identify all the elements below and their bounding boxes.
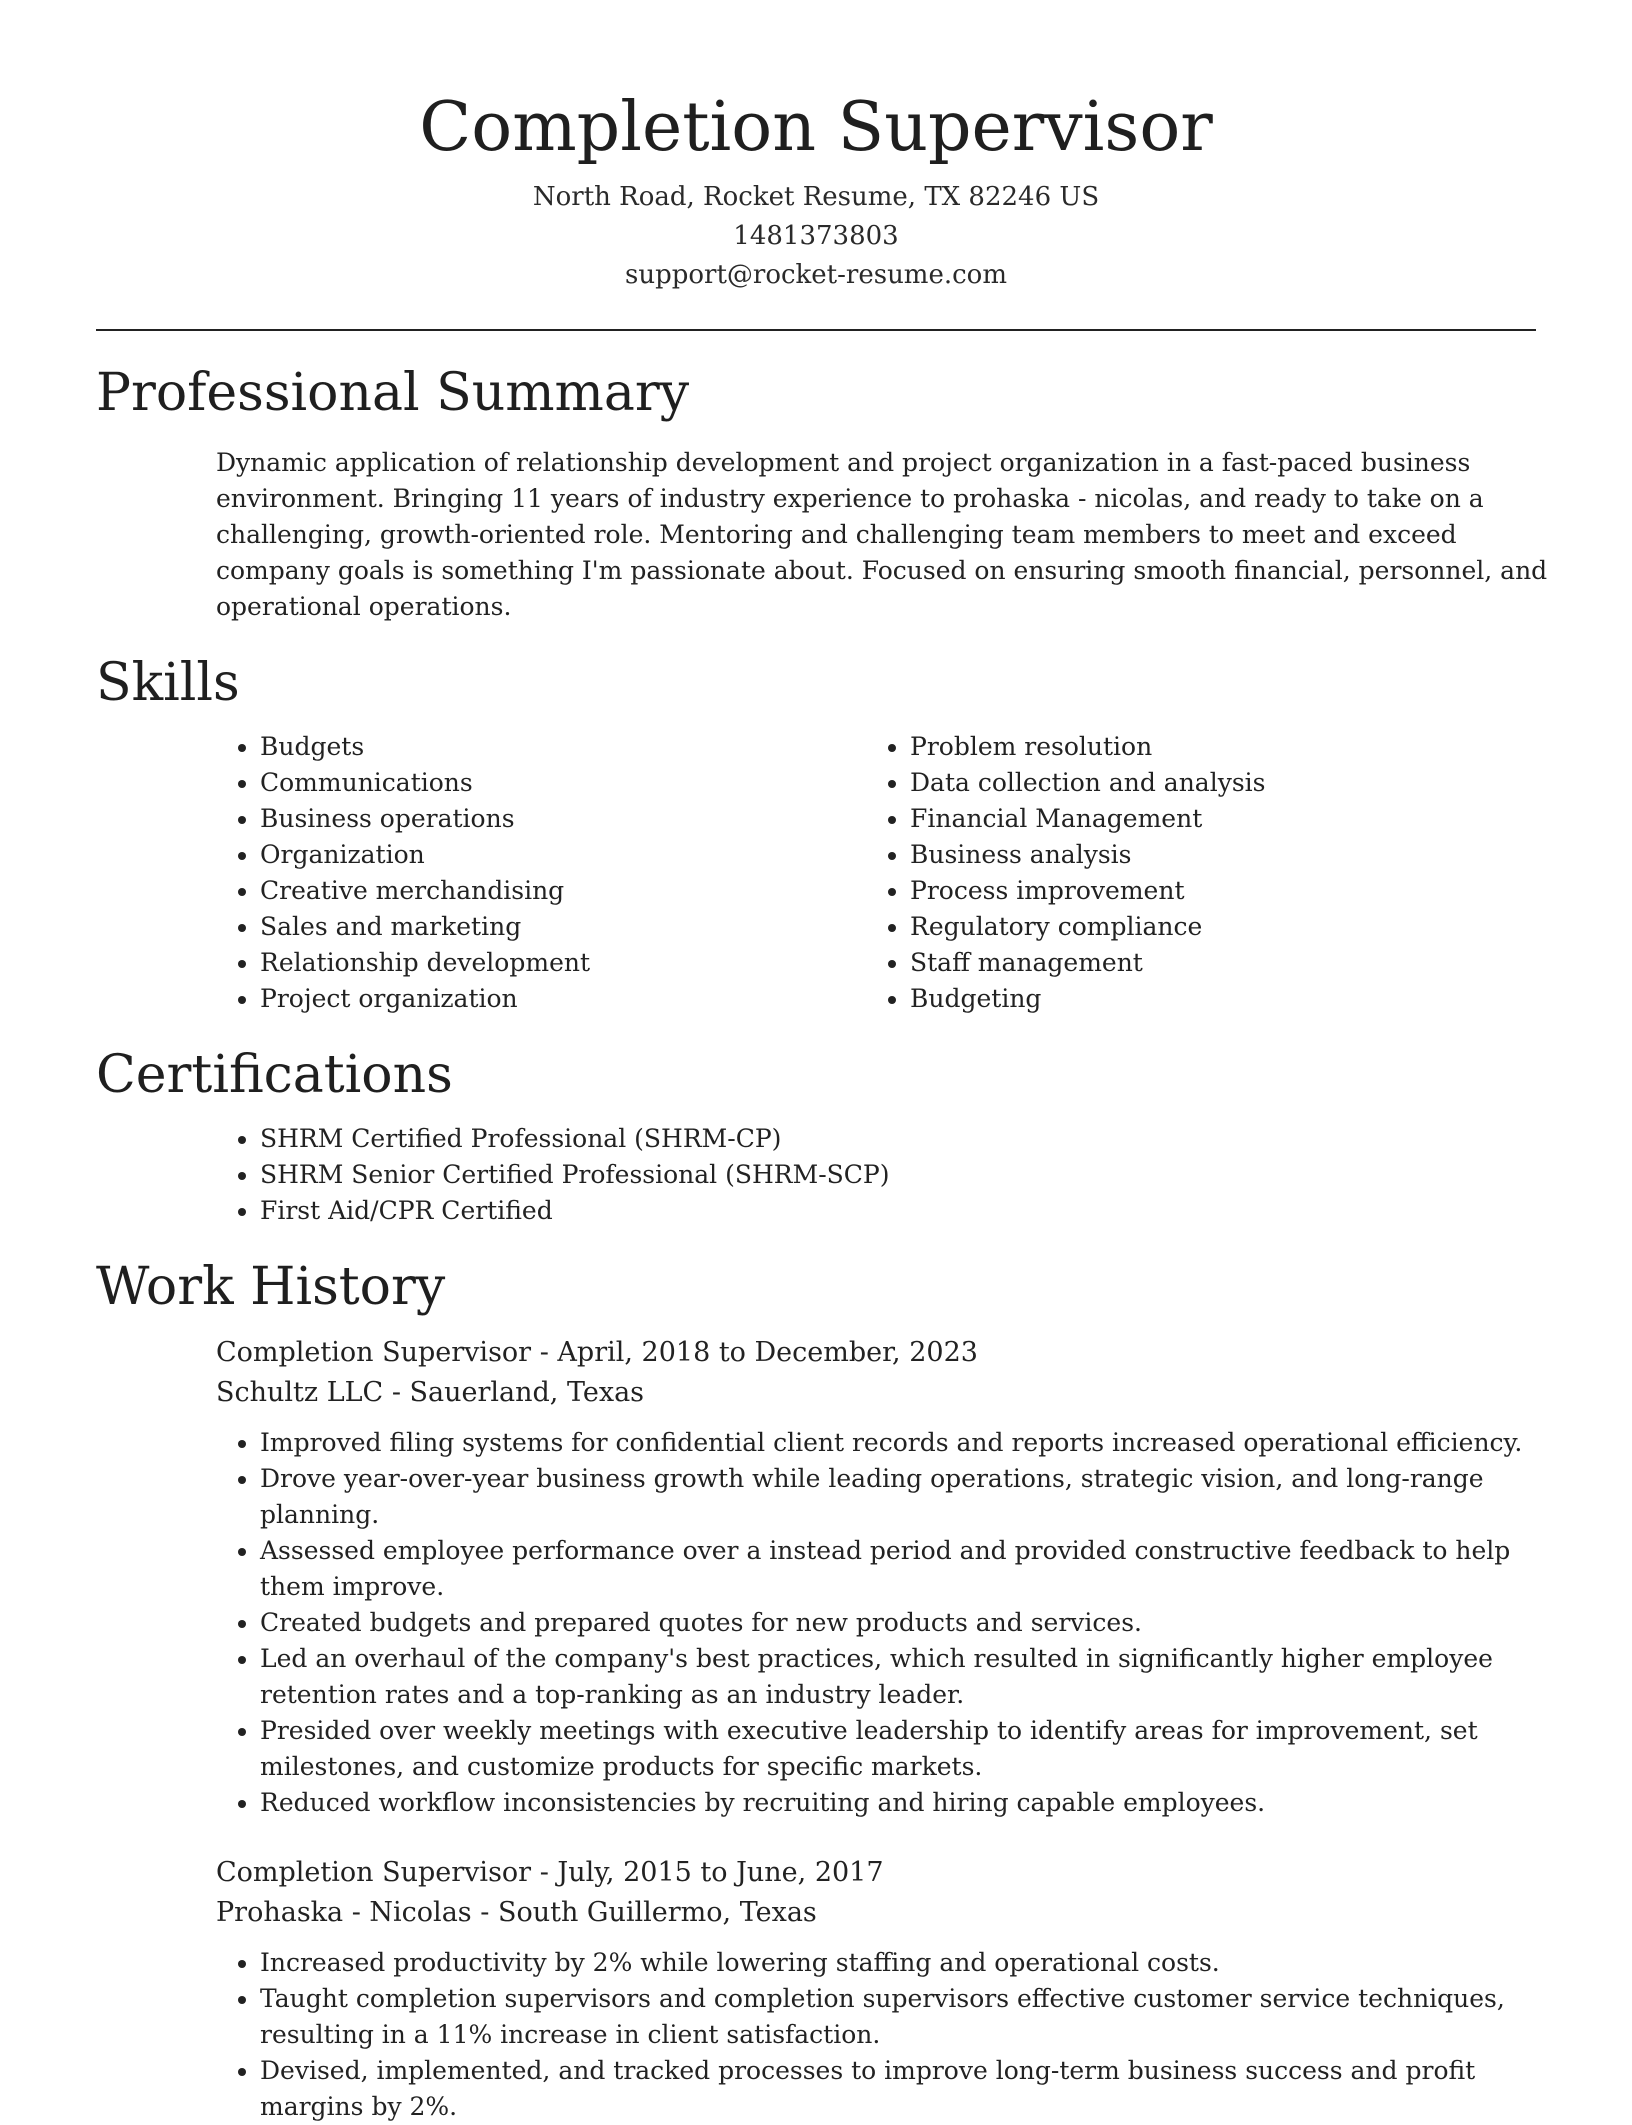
skill-item: • Project organization: [260, 981, 866, 1017]
email: support@rocket-resume.com: [624, 260, 1007, 290]
job-separator: -: [539, 1337, 558, 1368]
job-bullets: [216, 1425, 1556, 1821]
skill-item: • Business operations: [260, 801, 866, 837]
job-company: Prohaska - Nicolas: [216, 1897, 472, 1928]
job-entry: [216, 1333, 1536, 1821]
skill-item: • Staff management: [910, 945, 1516, 981]
contact-block: [96, 178, 1536, 295]
job-company-line: [216, 1373, 1536, 1413]
skill-item: • Business analysis: [910, 837, 1516, 873]
job-dates: July, 2015 to June, 2017: [557, 1857, 884, 1888]
work-history-title: Work History: [96, 1257, 446, 1317]
summary-section: [96, 361, 1548, 625]
certifications-list: [216, 1121, 1536, 1229]
skill-item: • Creative merchandising: [260, 873, 866, 909]
skills-section: [96, 651, 1536, 1017]
certifications-section: [96, 1043, 1536, 1229]
skill-item: • Sales and marketing: [260, 909, 866, 945]
resume-page: [96, 0, 1548, 2125]
resume-header: [96, 0, 1536, 295]
skills-columns: [216, 729, 1536, 1017]
skills-column-right: [866, 729, 1516, 1017]
job-bullet: • Drove year-over-year business growth while leading operations, strategic vision, and long-range planning.: [260, 1461, 1556, 1533]
certification-item: • SHRM Certified Professional (SHRM-CP): [260, 1121, 1536, 1157]
job-title: Completion Supervisor: [216, 1337, 532, 1368]
job-location: South Guillermo, Texas: [497, 1897, 817, 1928]
skill-item: • Budgets: [260, 729, 866, 765]
skill-item: • Regulatory compliance: [910, 909, 1516, 945]
skill-item: • Organization: [260, 837, 866, 873]
summary-title: Professional Summary: [96, 363, 690, 423]
job-title-line: [216, 1333, 1536, 1373]
job-bullet: • Reduced workflow inconsistencies by recruiting and hiring capable employees.: [260, 1785, 1556, 1821]
phone: 1481373803: [733, 221, 899, 251]
job-company: Schultz LLC: [216, 1377, 384, 1408]
work-history-section: [96, 1255, 1536, 2125]
certification-item: • First Aid/CPR Certified: [260, 1193, 1536, 1229]
certifications-title: Certifications: [96, 1045, 453, 1105]
job-bullet: • Taught completion supervisors and completion supervisors effective customer service techniques, resulting in a 11% increase in client satisfaction.: [260, 1981, 1556, 2053]
job-bullet: • Presided over weekly meetings with executive leadership to identify areas for improvement, set milestones, and customize products for specific markets.: [260, 1713, 1556, 1785]
job-bullet: • Improved filing systems for confidential client records and reports increased operational efficiency.: [260, 1425, 1556, 1461]
skill-item: • Budgeting: [910, 981, 1516, 1017]
address: North Road, Rocket Resume, TX 82246 US: [532, 182, 1100, 212]
job-location: Sauerland, Texas: [409, 1377, 645, 1408]
skill-item: • Process improvement: [910, 873, 1516, 909]
job-bullet: • Devised, implemented, and tracked processes to improve long-term business success and profit margins by 2%.: [260, 2053, 1556, 2125]
job-entry: [216, 1853, 1536, 2125]
skills-column-left: [216, 729, 866, 1017]
job-bullet: • Assessed employee performance over a instead period and provided constructive feedback to help them improve.: [260, 1533, 1556, 1605]
skills-title: Skills: [96, 653, 240, 713]
skill-item: • Problem resolution: [910, 729, 1516, 765]
job-separator: -: [539, 1857, 558, 1888]
job-dates: April, 2018 to December, 2023: [557, 1337, 978, 1368]
summary-text: Dynamic application of relationship development and project organization in a fast-paced business environment. Bringing 11 years of industry experience to prohaska - nicolas, and ready to take on a challenging, growth-oriented role. Mentoring and challenging team members to meet and exceed company goals is something I'm passionate about. Focused on ensuring smooth financial, personnel, and operational operations.: [216, 448, 1548, 621]
job-title: Completion Supervisor: [216, 1857, 532, 1888]
skill-item: • Relationship development: [260, 945, 866, 981]
job-separator: -: [391, 1377, 410, 1408]
job-bullet: • Led an overhaul of the company's best practices, which resulted in significantly higher employee retention rates and a top-ranking as an industry leader.: [260, 1641, 1556, 1713]
certification-item: • SHRM Senior Certified Professional (SHRM-SCP): [260, 1157, 1536, 1193]
header-divider: [96, 329, 1536, 331]
job-title-line: [216, 1853, 1536, 1893]
job-bullet: • Increased productivity by 2% while lowering staffing and operational costs.: [260, 1945, 1556, 1981]
job-bullets: [216, 1945, 1556, 2125]
skill-item: • Communications: [260, 765, 866, 801]
job-bullet: • Created budgets and prepared quotes for new products and services.: [260, 1605, 1556, 1641]
job-company-line: [216, 1893, 1536, 1933]
skill-item: • Data collection and analysis: [910, 765, 1516, 801]
candidate-name: Completion Supervisor: [419, 88, 1213, 167]
skill-item: • Financial Management: [910, 801, 1516, 837]
job-separator: -: [480, 1897, 498, 1928]
